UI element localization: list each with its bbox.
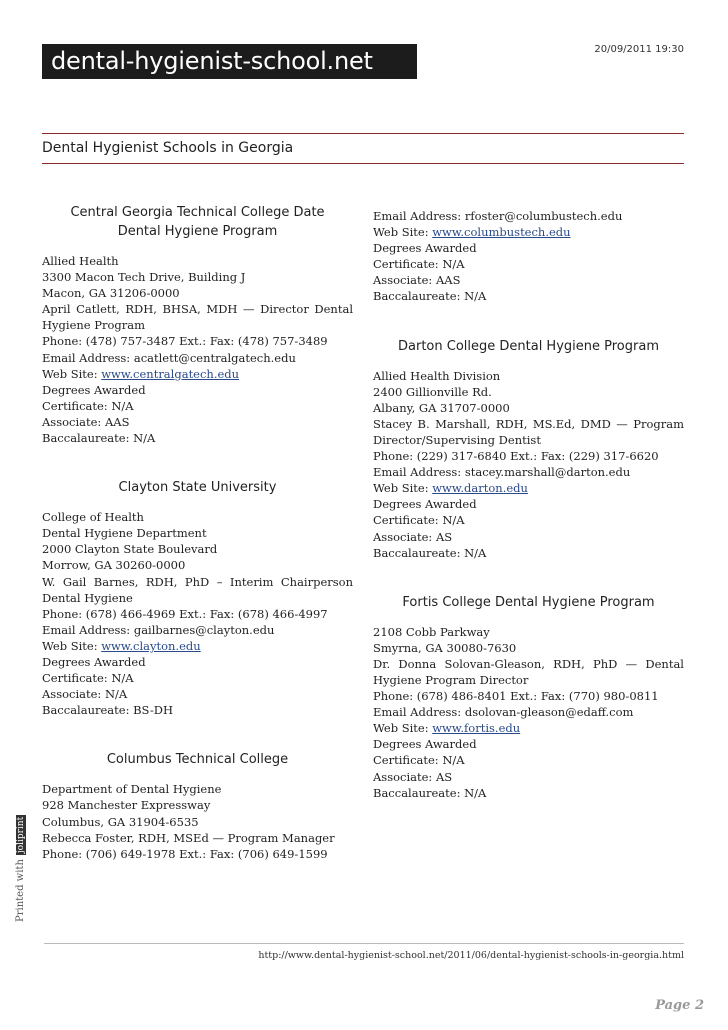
- address-line: Stacey B. Marshall, RDH, MS.Ed, DMD — Program: [373, 416, 684, 431]
- address-line: Albany, GA 31707-0000: [373, 400, 510, 415]
- address-line: Degrees Awarded: [373, 241, 477, 256]
- continued-school-block: [373, 208, 684, 305]
- address-line: Dental Hygiene Department: [42, 526, 207, 541]
- address-line: Baccalaureate: N/A: [373, 785, 487, 800]
- address-line: Rebecca Foster, RDH, MSEd — Program Manager: [42, 830, 335, 845]
- address-line: Certificate: N/A: [42, 398, 134, 413]
- school-block: [42, 750, 353, 861]
- website-link[interactable]: www.centralgatech.edu: [101, 366, 240, 381]
- address-line: Dr. Donna Solovan-Gleason, RDH, PhD — Dental: [373, 656, 684, 671]
- address-line: Hygiene Program: [42, 318, 146, 333]
- address-line: Director/Supervising Dentist: [373, 432, 541, 447]
- address-line: Certificate: N/A: [373, 753, 465, 768]
- address-line: Allied Health Division: [373, 368, 501, 383]
- address-line: College of Health: [42, 510, 144, 525]
- website-line: Web Site: www.centralgatech.edu: [42, 366, 240, 381]
- address-line: 928 Manchester Expressway: [42, 798, 211, 813]
- website-link[interactable]: www.fortis.edu: [432, 721, 521, 736]
- address-line: Morrow, GA 30260-0000: [42, 558, 186, 573]
- school-heading: Fortis College Dental Hygiene Program: [402, 594, 655, 610]
- school-heading: Clayton State University: [118, 480, 277, 496]
- address-line: Columbus, GA 31904-6535: [42, 814, 199, 829]
- address-line: Phone: (678) 486-8401 Ext.: Fax: (770) 980-0811: [373, 689, 659, 704]
- school-block: [42, 203, 353, 446]
- website-line: Web Site: www.fortis.edu: [373, 721, 521, 736]
- address-line: Email Address: dsolovan-gleason@edaff.com: [373, 705, 634, 720]
- left-column: [42, 203, 353, 862]
- address-line: Degrees Awarded: [373, 497, 477, 512]
- address-line: Degrees Awarded: [42, 654, 146, 669]
- address-line: Department of Dental Hygiene: [42, 782, 222, 797]
- joliprint-logo: joliprint: [16, 816, 26, 854]
- address-line: Phone: (706) 649-1978 Ext.: Fax: (706) 649-1599: [42, 846, 328, 861]
- address-line: Phone: (478) 757-3487 Ext.: Fax: (478) 757-3489: [42, 334, 328, 349]
- website-line: Web Site: www.clayton.edu: [42, 638, 201, 653]
- website-link[interactable]: www.darton.edu: [432, 481, 528, 496]
- page-number: Page 2: [655, 998, 704, 1013]
- title-rule-top: [42, 133, 684, 134]
- address-line: Certificate: N/A: [373, 257, 465, 272]
- address-line: Dental Hygiene: [42, 590, 133, 605]
- address-line: Baccalaureate: BS-DH: [42, 703, 173, 718]
- address-line: Degrees Awarded: [373, 737, 477, 752]
- school-block: [42, 478, 353, 718]
- address-line: 3300 Macon Tech Drive, Building J: [42, 270, 246, 285]
- address-line: Phone: (678) 466-4969 Ext.: Fax: (678) 466-4997: [42, 606, 328, 621]
- address-line: Baccalaureate: N/A: [373, 289, 487, 304]
- address-line: Email Address: rfoster@columbustech.edu: [373, 209, 623, 223]
- address-line: Email Address: acatlett@centralgatech.edu: [42, 350, 296, 365]
- address-line: Degrees Awarded: [42, 382, 146, 397]
- address-line: Certificate: N/A: [42, 671, 134, 686]
- title-rule-bottom: [42, 163, 684, 164]
- address-line: Hygiene Program Director: [373, 672, 529, 687]
- address-line: Baccalaureate: N/A: [373, 545, 487, 560]
- address-line: Allied Health: [42, 254, 119, 268]
- website-link[interactable]: www.columbustech.edu: [432, 225, 571, 240]
- address-line: Smyrna, GA 30080-7630: [373, 640, 517, 655]
- address-line: 2000 Clayton State Boulevard: [42, 542, 218, 557]
- page-title: Dental Hygienist Schools in Georgia: [42, 140, 294, 156]
- address-line: Associate: AS: [373, 769, 453, 784]
- site-title: dental-hygienist-school.net: [51, 47, 373, 75]
- footer-url: http://www.dental-hygienist-school.net/2011/06/dental-hygienist-schools-in-georgia.html: [258, 950, 684, 961]
- address-line: W. Gail Barnes, RDH, PhD – Interim Chairperson: [42, 574, 353, 589]
- website-link[interactable]: www.clayton.edu: [101, 638, 201, 653]
- address-line: Associate: AAS: [42, 414, 130, 429]
- address-line: Associate: AAS: [373, 273, 461, 288]
- address-line: Certificate: N/A: [373, 513, 465, 528]
- address-line: April Catlett, RDH, BHSA, MDH — Director Dental: [42, 302, 353, 317]
- address-line: Phone: (229) 317-6840 Ext.: Fax: (229) 317-6620: [373, 449, 659, 464]
- school-heading: Central Georgia Technical College Date Dental Hygiene Program: [70, 205, 325, 239]
- address-line: 2400 Gillionville Rd.: [373, 384, 492, 399]
- website-line: Web Site: www.columbustech.edu: [373, 225, 571, 240]
- address-line: Associate: AS: [373, 529, 453, 544]
- right-column: [373, 208, 684, 801]
- website-line: Web Site: www.darton.edu: [373, 481, 528, 496]
- address-line: Associate: N/A: [42, 687, 128, 702]
- print-datetime: 20/09/2011 19:30: [594, 44, 684, 55]
- address-line: Macon, GA 31206-0000: [42, 286, 180, 301]
- address-line: Email Address: gailbarnes@clayton.edu: [42, 622, 275, 637]
- printed-with-label: Printed withjoliprint: [15, 816, 26, 922]
- school-heading: Darton College Dental Hygiene Program: [398, 338, 659, 354]
- address-line: 2108 Cobb Parkway: [373, 624, 490, 639]
- school-heading: Columbus Technical College: [106, 752, 289, 768]
- address-line: Email Address: stacey.marshall@darton.edu: [373, 465, 631, 480]
- footer-rule: [44, 943, 684, 944]
- school-block: [373, 593, 684, 801]
- school-block: [373, 337, 684, 561]
- site-title-banner: [42, 44, 417, 79]
- address-line: Baccalaureate: N/A: [42, 431, 156, 446]
